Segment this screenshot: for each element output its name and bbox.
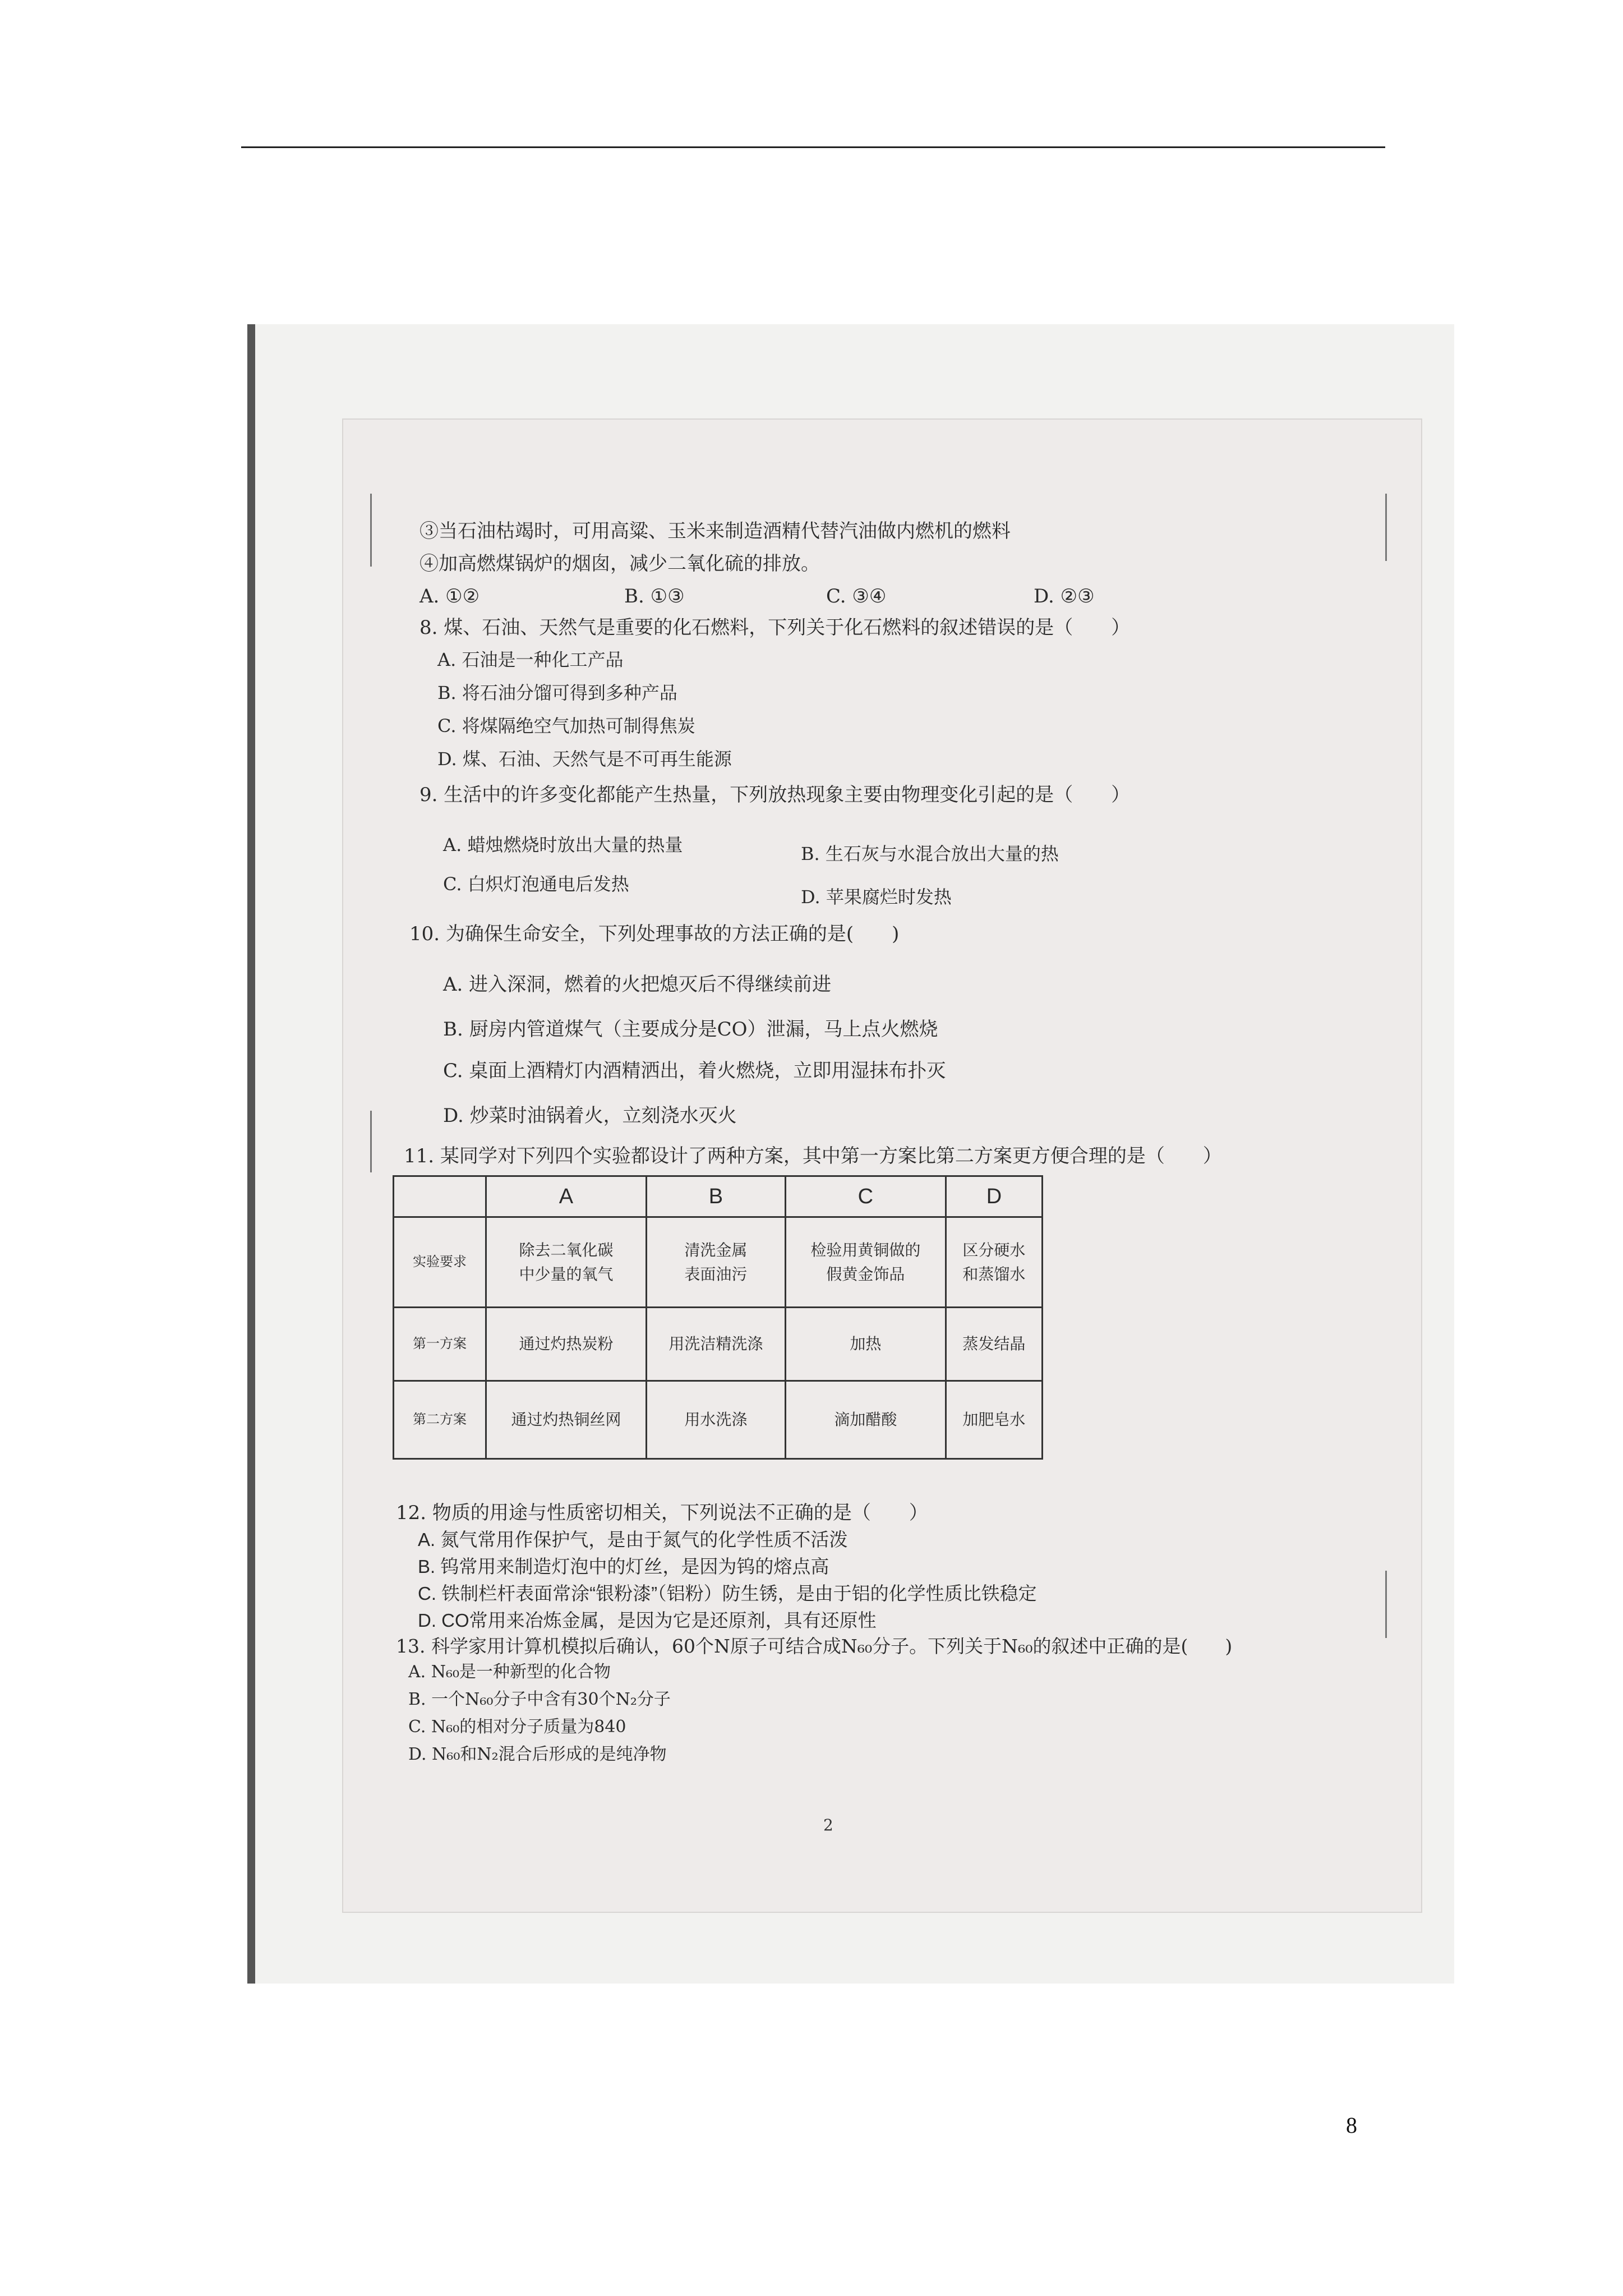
table-header-row bbox=[394, 1176, 1043, 1217]
q7-option-c: C. ③④ bbox=[826, 585, 887, 608]
q7-option-d: D. ②③ bbox=[1034, 585, 1095, 608]
line-item-4: ④加高燃煤锅炉的烟囱，减少二氧化硫的排放。 bbox=[419, 553, 820, 575]
binding-mark bbox=[1385, 494, 1387, 561]
table-cell: 用洗洁精洗涤 bbox=[646, 1308, 785, 1381]
question-12: 12. 物质的用途与性质密切相关，下列说法不正确的是（ ） bbox=[396, 1502, 928, 1524]
q10-option-a: A. 进入深洞，燃着的火把熄灭后不得继续前进 bbox=[443, 973, 832, 996]
table-cell: 除去二氧化碳 中少量的氧气 bbox=[486, 1217, 647, 1308]
table-cell: 清洗金属 表面油污 bbox=[646, 1217, 785, 1308]
table-header-d: D bbox=[946, 1176, 1042, 1217]
table-row bbox=[394, 1308, 1043, 1381]
binding-mark bbox=[1385, 1571, 1387, 1638]
question-13: 13. 科学家用计算机模拟后确认，60个N原子可结合成N₆₀分子。下列关于N₆₀的叙述中正确的是( ) bbox=[396, 1635, 1233, 1657]
q13-option-b: B. 一个N₆₀分子中含有30个N₂分子 bbox=[408, 1690, 671, 1709]
scan-edge-shadow bbox=[247, 324, 255, 1984]
table-row-label: 第二方案 bbox=[394, 1381, 486, 1459]
q12-option-a: A. 氮气常用作保护气，是由于氮气的化学性质不活泼 bbox=[418, 1529, 848, 1550]
inner-page-number: 2 bbox=[823, 1816, 833, 1834]
q8-option-a: A. 石油是一种化工产品 bbox=[437, 649, 624, 670]
table-cell: 加热 bbox=[785, 1308, 946, 1381]
table-row bbox=[394, 1217, 1043, 1308]
table-cell: 蒸发结晶 bbox=[946, 1308, 1042, 1381]
binding-mark bbox=[370, 1111, 372, 1172]
table-cell: 通过灼热铜丝网 bbox=[486, 1381, 647, 1459]
q9-option-b: B. 生石灰与水混合放出大量的热 bbox=[801, 843, 1059, 864]
table-cell: 滴加醋酸 bbox=[785, 1381, 946, 1459]
q7-options bbox=[419, 587, 1205, 609]
q13-option-c: C. N₆₀的相对分子质量为840 bbox=[408, 1717, 626, 1737]
table-row bbox=[394, 1381, 1043, 1459]
table-cell: 检验用黄铜做的 假黄金饰品 bbox=[785, 1217, 946, 1308]
q10-option-d: D. 炒菜时油锅着火，立刻浇水灭火 bbox=[443, 1105, 737, 1127]
table-cell: 区分硬水 和蒸馏水 bbox=[946, 1217, 1042, 1308]
q8-option-d: D. 煤、石油、天然气是不可再生能源 bbox=[437, 748, 732, 770]
question-11: 11. 某同学对下列四个实验都设计了两种方案，其中第一方案比第二方案更方便合理的是（ ） bbox=[404, 1145, 1222, 1167]
table-header-c: C bbox=[785, 1176, 946, 1217]
q8-option-c: C. 将煤隔绝空气加热可制得焦炭 bbox=[437, 715, 695, 737]
table-header-a: A bbox=[486, 1176, 647, 1217]
q9-option-c: C. 白炽灯泡通电后发热 bbox=[443, 873, 629, 895]
table-row-label: 实验要求 bbox=[394, 1217, 486, 1308]
q9-option-d: D. 苹果腐烂时发热 bbox=[801, 886, 952, 908]
q12-option-b: B. 钨常用来制造灯泡中的灯丝，是因为钨的熔点高 bbox=[418, 1556, 829, 1577]
q12-option-c: C. 铁制栏杆表面常涂“银粉漆”（铝粉）防生锈，是由于铝的化学性质比铁稳定 bbox=[418, 1583, 1037, 1604]
table-cell: 加肥皂水 bbox=[946, 1381, 1042, 1459]
table-cell: 用水洗涤 bbox=[646, 1381, 785, 1459]
question-10: 10. 为确保生命安全，下列处理事故的方法正确的是( ) bbox=[409, 923, 900, 945]
header-rule bbox=[241, 146, 1385, 148]
experiment-table bbox=[393, 1175, 1043, 1460]
table-corner-cell bbox=[394, 1176, 486, 1217]
page-number: 8 bbox=[1346, 2113, 1357, 2138]
q10-option-b: B. 厨房内管道煤气（主要成分是CO）泄漏，马上点火燃烧 bbox=[443, 1018, 938, 1041]
q13-option-a: A. N₆₀是一种新型的化合物 bbox=[408, 1662, 611, 1682]
q7-option-a: A. ①② bbox=[419, 585, 480, 608]
table-cell: 通过灼热炭粉 bbox=[486, 1308, 647, 1381]
table-header-b: B bbox=[646, 1176, 785, 1217]
question-9: 9. 生活中的许多变化都能产生热量，下列放热现象主要由物理变化引起的是（ ） bbox=[419, 784, 1131, 806]
q12-option-d: D. CO常用来冶炼金属，是因为它是还原剂，具有还原性 bbox=[418, 1610, 877, 1631]
q9-option-a: A. 蜡烛燃烧时放出大量的热量 bbox=[443, 834, 683, 855]
q7-option-b: B. ①③ bbox=[624, 585, 685, 608]
q8-option-b: B. 将石油分馏可得到多种产品 bbox=[437, 682, 677, 703]
table-row-label: 第一方案 bbox=[394, 1308, 486, 1381]
binding-mark bbox=[370, 494, 372, 567]
q10-option-c: C. 桌面上酒精灯内酒精洒出，着火燃烧，立即用湿抹布扑灭 bbox=[443, 1060, 946, 1082]
question-8: 8. 煤、石油、天然气是重要的化石燃料，下列关于化石燃料的叙述错误的是（ ） bbox=[419, 616, 1131, 639]
q13-option-d: D. N₆₀和N₂混合后形成的是纯净物 bbox=[408, 1745, 667, 1764]
line-item-3: ③当石油枯竭时，可用高粱、玉米来制造酒精代替汽油做内燃机的燃料 bbox=[419, 520, 1011, 542]
